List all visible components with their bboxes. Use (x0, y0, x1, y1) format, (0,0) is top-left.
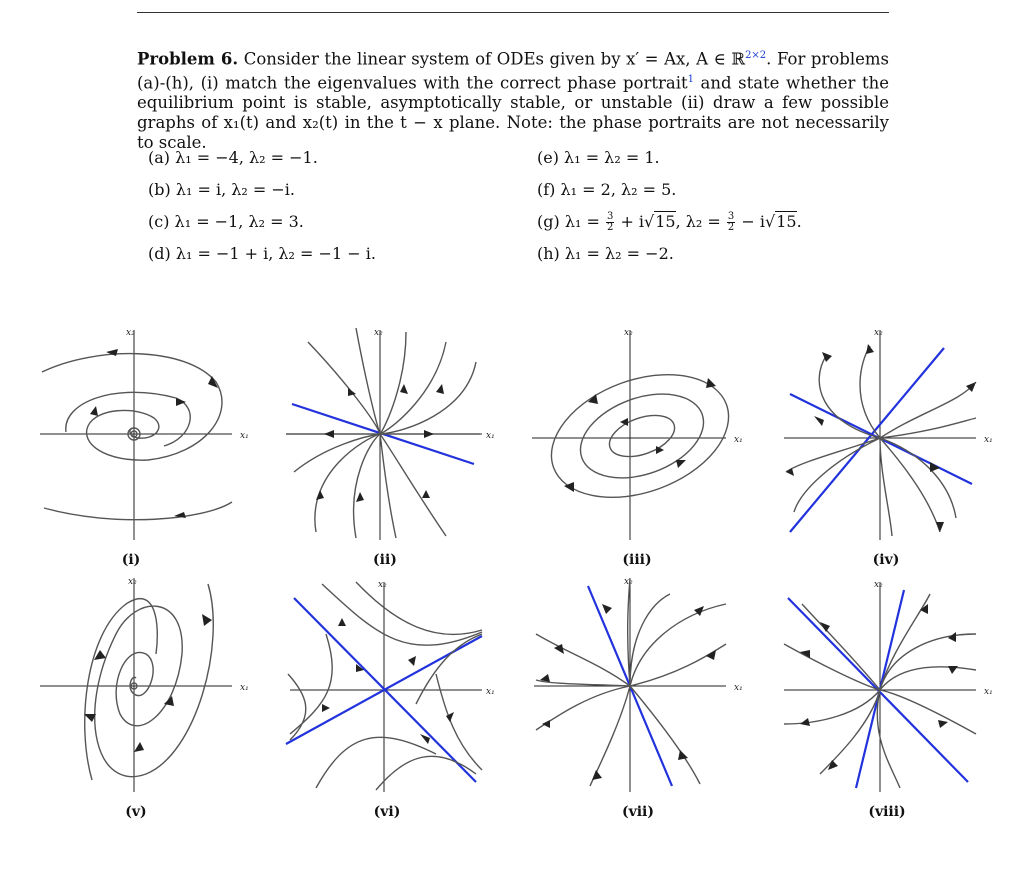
item-b: (b) λ₁ = i, λ₂ = −i. (148, 180, 295, 199)
svg-text:x₂: x₂ (624, 328, 633, 338)
item-g: (g) λ₁ = $\frac{3}{2}$ + i√15, λ₂ = $\frac{3}{2}$ − i√15. (537, 211, 802, 233)
phase-portrait-vii (530, 574, 743, 794)
footnote-link[interactable]: 1 (687, 73, 694, 85)
problem-text-2: . For problems (a)-(h), (i) match the eigenvalues with the correct phase portrait (137, 49, 890, 92)
problem-text-3: and state whether the equilibrium point is stable, asymptotically stable, or unstable (ii) draw a few possible graphs of x₁(t) and x₂(t) in the t − x plane. Note: the phase portraits are not necessarily to scale. (137, 73, 889, 152)
eigenvalue-list-right (537, 148, 802, 276)
dimension-superscript: 2×2 (745, 50, 767, 61)
caption-vii: (vii) (621, 804, 655, 820)
problem-heading: Problem 6. (137, 49, 239, 69)
svg-text:x₂: x₂ (378, 580, 387, 590)
caption-vi: (vi) (373, 804, 401, 820)
svg-text:x₁: x₁ (240, 683, 249, 693)
problem-statement (137, 46, 889, 153)
svg-text:x₂: x₂ (374, 328, 383, 338)
svg-text:x₂: x₂ (128, 577, 137, 587)
phase-portrait-i (36, 322, 249, 542)
axis-label-x1: x₁ (240, 431, 249, 441)
caption-ii: (ii) (373, 552, 397, 568)
caption-viii: (viii) (868, 804, 906, 820)
item-a: (a) λ₁ = −4, λ₂ = −1. (148, 148, 318, 167)
eigenvalue-list-left (148, 148, 376, 276)
caption-iv: (iv) (872, 552, 900, 568)
svg-text:x₁: x₁ (734, 683, 743, 693)
problem-text-1: Consider the linear system of ODEs given by x′ = Ax, A ∈ ℝ (243, 49, 746, 69)
svg-text:x₂: x₂ (624, 577, 633, 587)
phase-portrait-ii (286, 322, 495, 542)
svg-text:x₁: x₁ (486, 687, 495, 697)
item-c: (c) λ₁ = −1, λ₂ = 3. (148, 212, 304, 231)
phase-portrait-vi (286, 574, 495, 794)
svg-text:x₂: x₂ (874, 580, 883, 590)
phase-portrait-iv (780, 322, 993, 542)
phase-portrait-viii (780, 574, 993, 794)
svg-text:x₁: x₁ (734, 435, 743, 445)
svg-text:x₁: x₁ (984, 687, 993, 697)
item-f: (f) λ₁ = 2, λ₂ = 5. (537, 180, 677, 199)
axis-label-x2: x₂ (126, 328, 135, 338)
caption-i: (i) (121, 552, 141, 568)
item-h: (h) λ₁ = λ₂ = −2. (537, 244, 674, 263)
phase-portrait-v (36, 574, 249, 794)
caption-v: (v) (125, 804, 147, 820)
caption-iii: (iii) (622, 552, 652, 568)
top-rule (137, 12, 889, 13)
phase-portrait-iii (530, 322, 743, 542)
svg-text:x₂: x₂ (874, 328, 883, 338)
svg-text:x₁: x₁ (486, 431, 495, 441)
item-e: (e) λ₁ = λ₂ = 1. (537, 148, 660, 167)
svg-text:x₁: x₁ (984, 435, 993, 445)
item-d: (d) λ₁ = −1 + i, λ₂ = −1 − i. (148, 244, 376, 263)
